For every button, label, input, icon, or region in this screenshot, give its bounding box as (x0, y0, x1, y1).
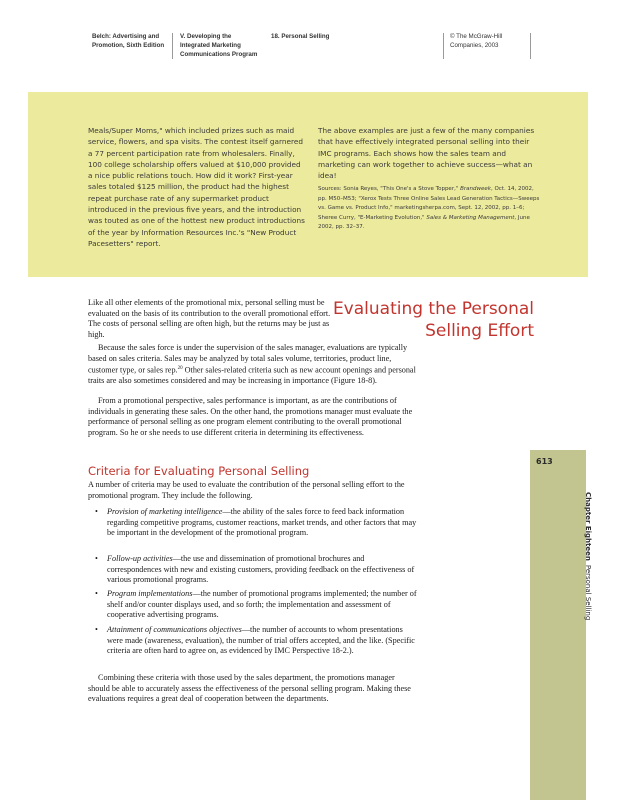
header-divider (530, 33, 531, 59)
feature-box-sources: Sources: Sonia Reyes, "This One's a Stove Topper," Brandweek, Oct. 14, 2002, pp. M50–M53; "Xerox Tests Three Online Sales Lead Generation Tactics—Sweeps vs. Game vs. Product Info," marketingsherpa.com, Sept. 12, 2002, pp. 1–6; Sheree Curry, "E-Marketing Evolution," Sales & Marketing Management, June 2002, pp. 32–37. (318, 186, 540, 231)
list-item: • Follow-up activities—the use and dissemination of promotional brochures and correspondences with new and existing customers, providing feedback on the effectiveness of various promotional programs. (95, 554, 415, 584)
section-paragraph-2: Because the sales force is under the supervision of the sales manager, evaluations are typically based on sales criteria. Sales may be analyzed by total sales volume, territories, product line, customer type, or sales rep.$^{20}$ Other sales-related criteria such as new account openings and personal traits are also sometimes considered and may be increasing in importance (Figure 18-8). (88, 343, 416, 386)
header-part-title: V. Developing the Integrated Marketing Communications Program (180, 33, 258, 58)
header-divider (172, 33, 173, 59)
feature-box-right-column: The above examples are just a few of the many companies that have effectively integrated personal selling into their IMC programs. Each shows how the sales team and marketing can work together to achieve success—what an idea! (318, 126, 535, 181)
chapter-running-title: Chapter EighteenPersonal Selling (584, 492, 592, 621)
list-item: • Program implementations—the number of promotional programs implemented; the number of shelf and/or counter displays used, and so forth; the implementation and assessment of cooperative advertising programs. (95, 589, 417, 619)
section-paragraph-1: Like all other elements of the promotional mix, personal selling must be evaluated on the basis of its contribution to the overall promotional effort. The costs of personal selling are often high, but the returns may be just as high. (88, 298, 331, 339)
header-book-title: Belch: Advertising and Promotion, Sixth Edition (92, 33, 165, 49)
section-title: Evaluating the Personal Selling Effort (332, 299, 534, 341)
subsection-intro: A number of criteria may be used to evaluate the contribution of the personal selling effort to the promotional program. They include the following. (88, 480, 405, 500)
header-divider (443, 33, 444, 59)
header-copyright: © The McGraw-Hill Companies, 2003 (450, 33, 503, 49)
list-item: • Provision of marketing intelligence—the ability of the sales force to feed back information regarding competitive programs, customer reactions, market trends, and other factors that may be important in the development of the promotional program. (95, 507, 417, 537)
subsection-title: Criteria for Evaluating Personal Selling (88, 464, 310, 478)
page-number: 613 (536, 457, 553, 466)
feature-box-left-column: Meals/Super Moms," which included prizes such as maid service, flowers, and spa visits. The contest itself garnered a 77 percent participation rate from wholesalers. Finally, 100 college scholarship offers valued at $10,000 provided a nice public relations touch. How did it work? First-year sales totaled $125 million, the product had the highest repeat purchase rate of any supermarket product introduced in the previous five years, and the introduction was touted as one of the hottest new product introductions of the year by Information Resources Inc.'s "New Product Pacesetters" report. (88, 126, 305, 248)
list-item: • Attainment of communications objectives—the number of accounts to whom presentations were made (awareness, evaluation), the number of trial offers accepted, and the like. (Specific criteria are often hard to agree on, as evidenced by IMC Perspective 18-2.). (95, 625, 415, 655)
header-chapter-title: 18. Personal Selling (271, 33, 330, 40)
section-paragraph-3: From a promotional perspective, sales performance is important, as are the contributions of individuals in generating these sales. On the other hand, the promotions manager must evaluate the performance of personal selling as one program element contributing to the overall promotional program. So he or she needs to use different criteria in determining its effectiveness. (88, 396, 413, 437)
chapter-tab (530, 450, 586, 800)
subsection-closing-paragraph: Combining these criteria with those used by the sales department, the promotions manager should be able to accurately assess the effectiveness of the personal selling program. Making these evaluations requires a great deal of cooperation between the departments. (88, 673, 411, 703)
